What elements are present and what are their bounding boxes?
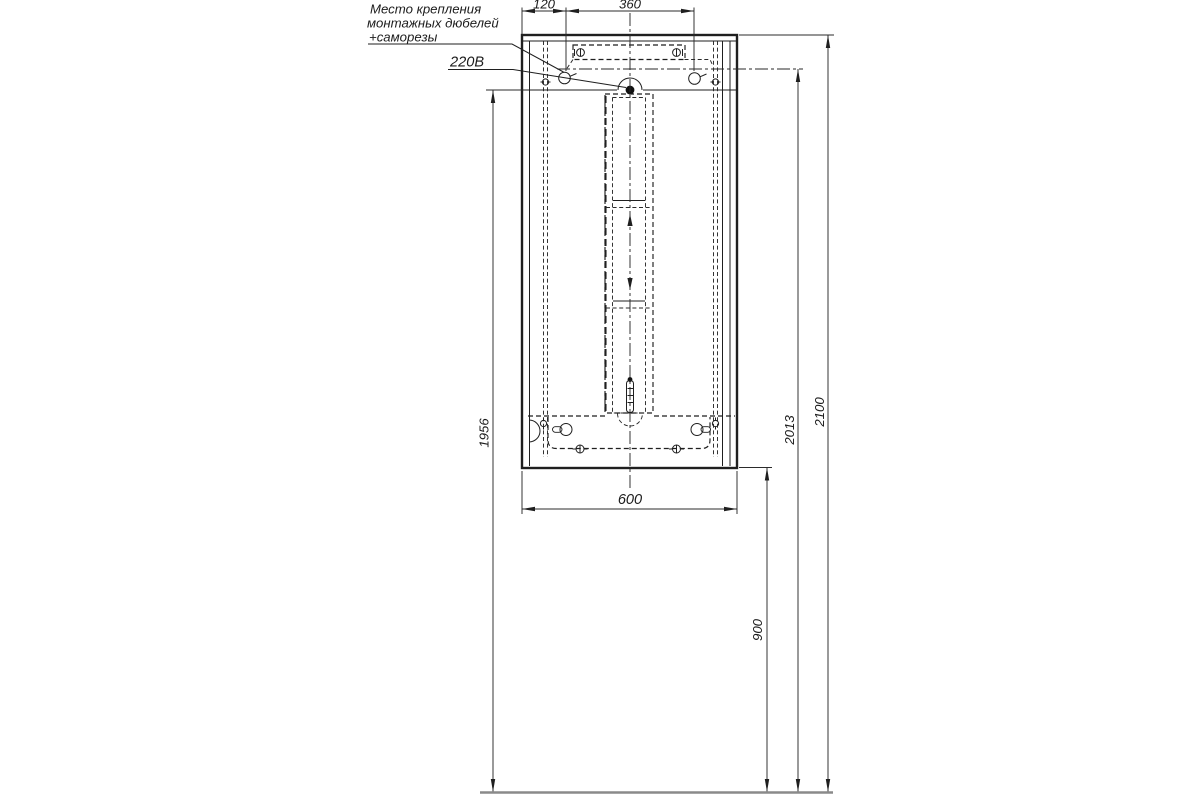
side-screw-top-right-icon — [711, 79, 721, 85]
dim-2100-label: 2100 — [812, 397, 827, 427]
top-mounting-detail — [541, 45, 804, 94]
rail-screw-left-icon — [575, 49, 585, 57]
dimension-width — [522, 471, 737, 514]
callout-mounting-line3: +саморезы — [369, 29, 438, 45]
dimension-1956 — [477, 90, 524, 792]
hanging-rail — [566, 45, 714, 71]
dim-2013-label: 2013 — [782, 415, 797, 445]
side-screw-top-left-icon — [541, 79, 551, 85]
cable-channel — [605, 13, 653, 490]
bracket-screw-right-icon — [669, 445, 684, 453]
dimension-2100 — [739, 35, 834, 792]
side-screw-bottom-left-icon — [540, 418, 546, 430]
rail-screw-right-icon — [673, 49, 683, 57]
dim-120-label: 120 — [532, 0, 556, 12]
callout-mounting-line2: монтажных дюбелей — [367, 15, 499, 31]
dim-1956-label: 1956 — [476, 418, 492, 448]
dim-600-label: 600 — [617, 492, 643, 508]
dim-900-label: 900 — [750, 618, 765, 642]
callout-power-label: 220В — [450, 54, 485, 71]
bracket-screw-left-icon — [573, 445, 588, 453]
callout-power-leader — [448, 70, 626, 88]
mounting-hole-right-icon — [689, 73, 707, 85]
dim-360-label: 360 — [618, 0, 642, 12]
cable-hole-arc — [529, 420, 540, 442]
dimension-900 — [739, 468, 772, 793]
callout-mounting-line1: Место крепления — [370, 1, 482, 17]
cable-arrow-up-icon — [627, 214, 632, 226]
bottom-bracket — [548, 417, 710, 449]
dimension-2013 — [782, 69, 800, 792]
keyhole-slot-left-icon — [553, 424, 573, 436]
bottom-mounting-detail — [528, 414, 735, 454]
cabinet-outline — [522, 35, 737, 468]
keyhole-slot-right-icon — [691, 424, 711, 436]
cable-arrow-down-icon — [627, 278, 632, 290]
